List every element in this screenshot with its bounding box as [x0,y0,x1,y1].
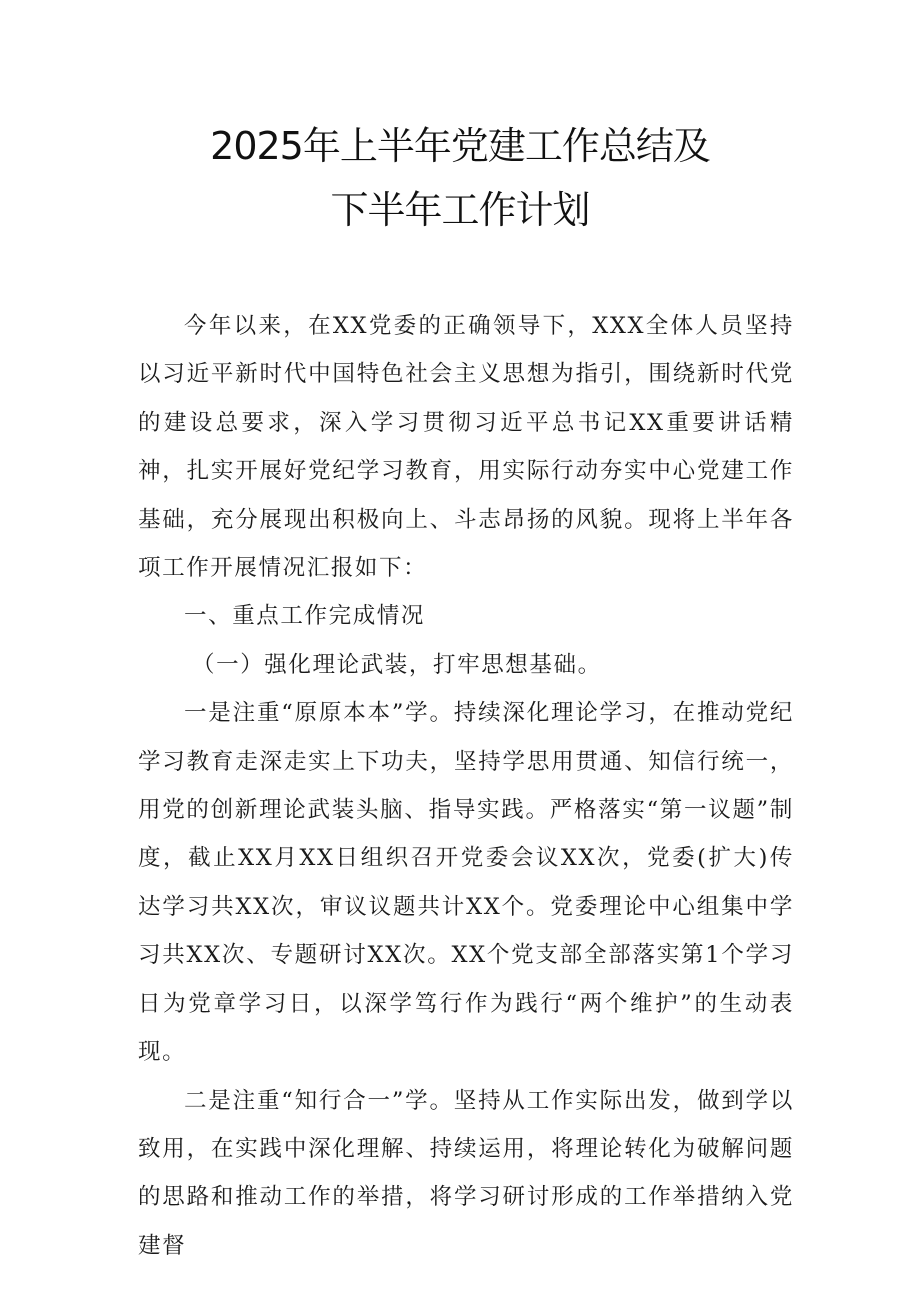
body-paragraph-2: 二是注重“知行合一”学。坚持从工作实际出发，做到学以致用，在实践中深化理解、持续运用，将理论转化为破解问题的思路和推动工作的举措，将学习研讨形成的工作举措纳入党建督 [138,1087,794,1259]
body-paragraph-1: 一是注重“原原本本”学。持续深化理论学习，在推动党纪学习教育走深走实上下功夫，坚持学思用贯通、知信行统一，用党的创新理论武装头脑、指导实践。严格落实“第一议题”制度，截止XX月XX日组织召开党委会议XX次，党委(扩大)传达学习共XX次，审议议题共计XX个。党委理论中心组集中学习共XX次、专题研讨XX次。XX个党支部全部落实第1个学习日为党章学习日，以深学笃行作为践行“两个维护”的生动表现。 [138,700,794,1066]
subsection-heading-1: （一）强化理论武装，打牢思想基础。 [192,651,602,678]
section-heading-1: 一、重点工作完成情况 [184,603,426,630]
intro-paragraph: 今年以来，在XX党委的正确领导下，XXX全体人员坚持以习近平新时代中国特色社会主义思想为指引，围绕新时代党的建设总要求，深入学习贯彻习近平总书记XX重要讲话精神，扎实开展好党纪学习教育，用实际行动夯实中心党建工作基础，充分展现出积极向上、斗志昂扬的风貌。现将上半年各项工作开展情况汇报如下： [138,313,794,582]
document-body [138,302,794,1270]
document-title-line-2: 下半年工作计划 [330,188,590,232]
document-title-line-1: 2025年上半年党建工作总结及 [210,124,710,168]
